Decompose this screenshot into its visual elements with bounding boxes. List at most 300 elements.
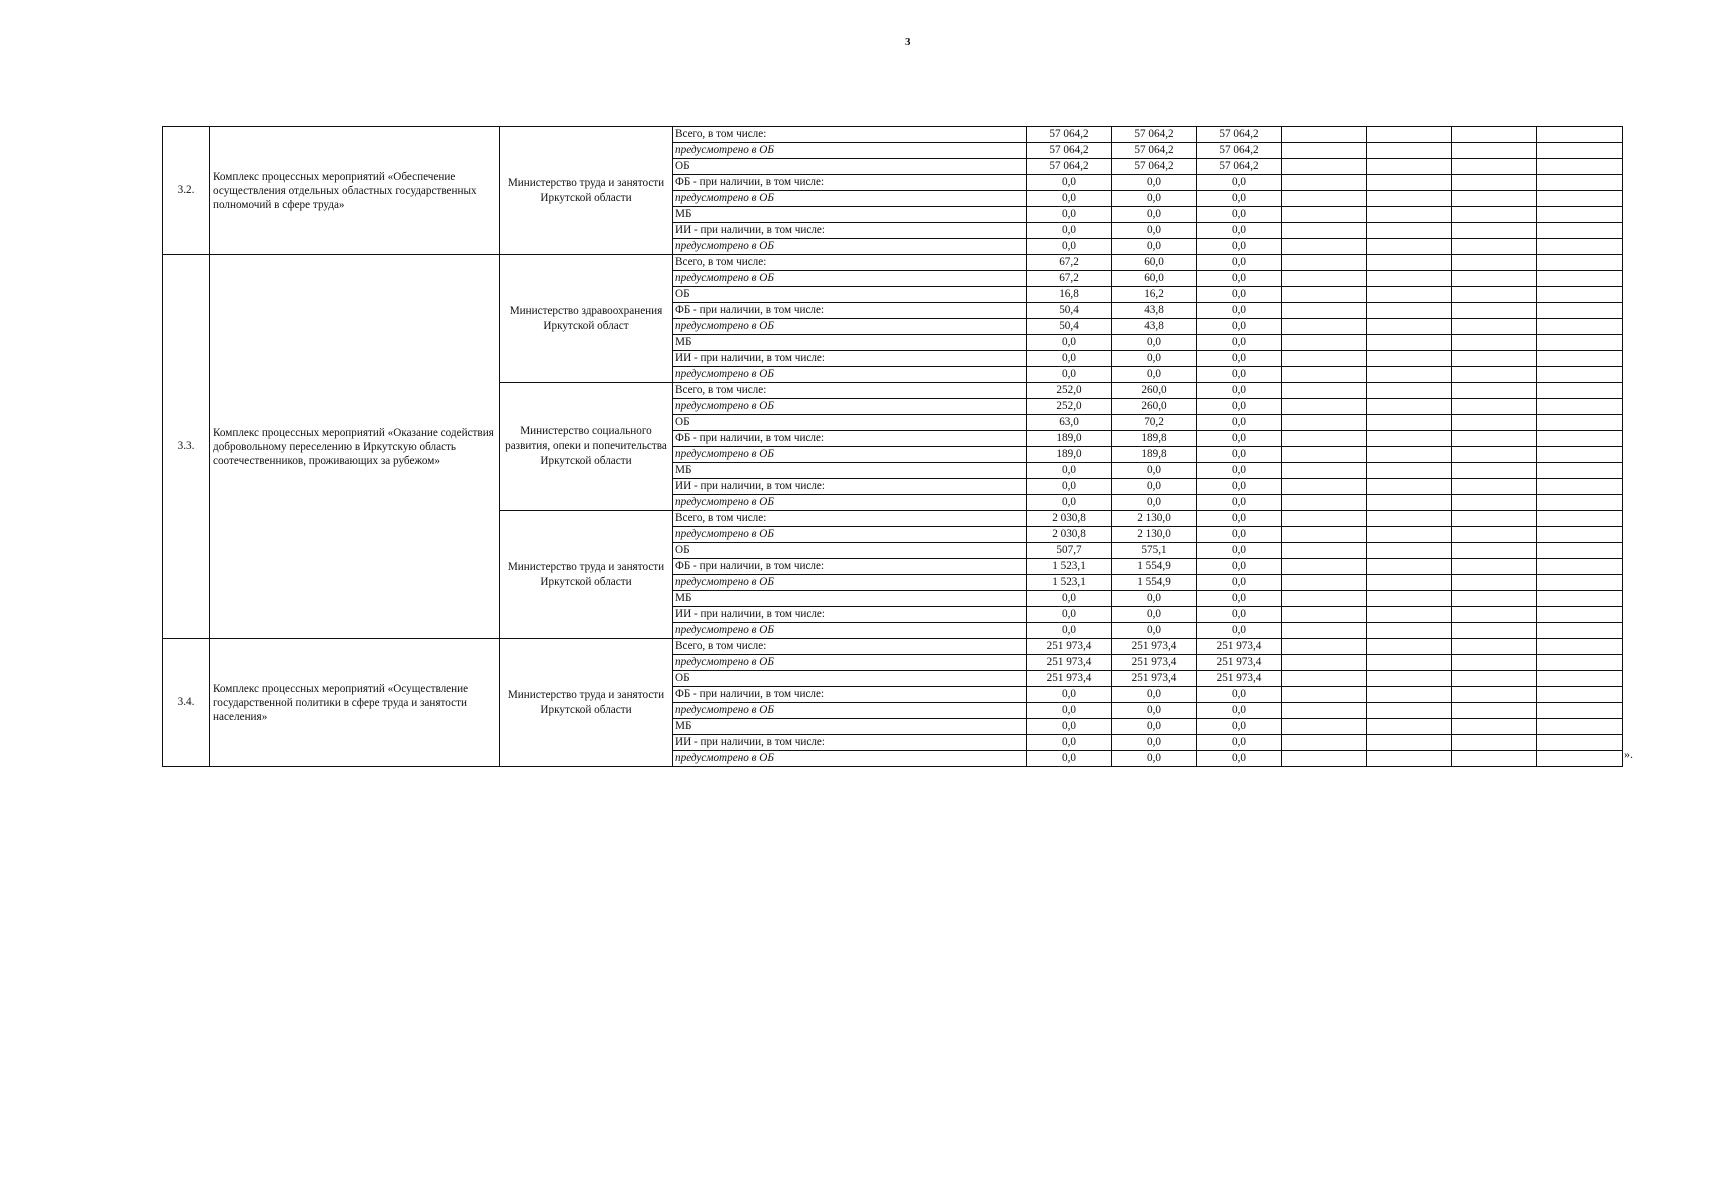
page-number: 3	[905, 36, 911, 48]
empty-cell	[1537, 655, 1623, 671]
empty-cell	[1537, 207, 1623, 223]
value-cell: 0,0	[1197, 511, 1282, 527]
empty-cell	[1537, 687, 1623, 703]
value-cell: 0,0	[1112, 751, 1197, 767]
funding-source-label: МБ	[673, 591, 1027, 607]
empty-cell	[1282, 303, 1367, 319]
funding-source-label: ИИ - при наличии, в том числе:	[673, 479, 1027, 495]
empty-cell	[1537, 303, 1623, 319]
empty-cell	[1452, 367, 1537, 383]
funding-source-label: Всего, в том числе:	[673, 255, 1027, 271]
value-cell: 251 973,4	[1112, 639, 1197, 655]
value-cell: 0,0	[1197, 607, 1282, 623]
funding-source-label: Всего, в том числе:	[673, 383, 1027, 399]
empty-cell	[1537, 431, 1623, 447]
empty-cell	[1537, 543, 1623, 559]
empty-cell	[1537, 399, 1623, 415]
value-cell: 252,0	[1027, 399, 1112, 415]
empty-cell	[1367, 719, 1452, 735]
empty-cell	[1537, 495, 1623, 511]
value-cell: 0,0	[1027, 367, 1112, 383]
empty-cell	[1282, 495, 1367, 511]
value-cell: 70,2	[1112, 415, 1197, 431]
value-cell: 0,0	[1197, 239, 1282, 255]
empty-cell	[1282, 607, 1367, 623]
empty-cell	[1537, 175, 1623, 191]
value-cell: 0,0	[1197, 223, 1282, 239]
value-cell: 2 130,0	[1112, 527, 1197, 543]
value-cell: 0,0	[1197, 383, 1282, 399]
empty-cell	[1282, 623, 1367, 639]
funding-source-label: ОБ	[673, 159, 1027, 175]
funding-source-label: ФБ - при наличии, в том числе:	[673, 687, 1027, 703]
funding-source-label: ОБ	[673, 287, 1027, 303]
value-cell: 43,8	[1112, 303, 1197, 319]
value-cell: 0,0	[1112, 207, 1197, 223]
empty-cell	[1367, 639, 1452, 655]
executor-name: Министерство труда и занятости Иркутской области	[500, 639, 673, 767]
empty-cell	[1452, 463, 1537, 479]
funding-source-label: ФБ - при наличии, в том числе:	[673, 559, 1027, 575]
value-cell: 0,0	[1027, 175, 1112, 191]
empty-cell	[1367, 223, 1452, 239]
empty-cell	[1282, 431, 1367, 447]
empty-cell	[1537, 607, 1623, 623]
empty-cell	[1537, 511, 1623, 527]
empty-cell	[1282, 511, 1367, 527]
empty-cell	[1282, 655, 1367, 671]
empty-cell	[1452, 751, 1537, 767]
value-cell: 251 973,4	[1027, 639, 1112, 655]
funding-source-label: предусмотрено в ОБ	[673, 239, 1027, 255]
empty-cell	[1367, 383, 1452, 399]
value-cell: 57 064,2	[1197, 143, 1282, 159]
empty-cell	[1367, 255, 1452, 271]
value-cell: 507,7	[1027, 543, 1112, 559]
empty-cell	[1282, 287, 1367, 303]
empty-cell	[1537, 383, 1623, 399]
value-cell: 2 030,8	[1027, 527, 1112, 543]
value-cell: 251 973,4	[1027, 671, 1112, 687]
funding-source-label: предусмотрено в ОБ	[673, 495, 1027, 511]
empty-cell	[1452, 399, 1537, 415]
value-cell: 63,0	[1027, 415, 1112, 431]
empty-cell	[1452, 319, 1537, 335]
value-cell: 0,0	[1197, 575, 1282, 591]
funding-source-label: предусмотрено в ОБ	[673, 575, 1027, 591]
empty-cell	[1367, 239, 1452, 255]
empty-cell	[1537, 719, 1623, 735]
empty-cell	[1367, 735, 1452, 751]
value-cell: 0,0	[1197, 271, 1282, 287]
empty-cell	[1367, 447, 1452, 463]
empty-cell	[1452, 607, 1537, 623]
value-cell: 0,0	[1197, 751, 1282, 767]
value-cell: 0,0	[1197, 447, 1282, 463]
empty-cell	[1282, 127, 1367, 143]
empty-cell	[1282, 751, 1367, 767]
executor-name: Министерство труда и занятости Иркутской области	[500, 511, 673, 639]
empty-cell	[1452, 591, 1537, 607]
value-cell: 0,0	[1197, 415, 1282, 431]
value-cell: 0,0	[1197, 559, 1282, 575]
value-cell: 0,0	[1112, 463, 1197, 479]
value-cell: 50,4	[1027, 303, 1112, 319]
funding-source-label: Всего, в том числе:	[673, 127, 1027, 143]
empty-cell	[1282, 319, 1367, 335]
value-cell: 0,0	[1027, 191, 1112, 207]
funding-source-label: МБ	[673, 335, 1027, 351]
empty-cell	[1452, 159, 1537, 175]
funding-source-label: ОБ	[673, 671, 1027, 687]
value-cell: 16,2	[1112, 287, 1197, 303]
table-row	[163, 255, 1623, 271]
value-cell: 0,0	[1112, 335, 1197, 351]
funding-source-label: предусмотрено в ОБ	[673, 319, 1027, 335]
funding-source-label: Всего, в том числе:	[673, 639, 1027, 655]
value-cell: 2 130,0	[1112, 511, 1197, 527]
empty-cell	[1537, 751, 1623, 767]
empty-cell	[1367, 591, 1452, 607]
empty-cell	[1282, 639, 1367, 655]
value-cell: 0,0	[1112, 223, 1197, 239]
value-cell: 260,0	[1112, 383, 1197, 399]
value-cell: 1 523,1	[1027, 559, 1112, 575]
empty-cell	[1367, 671, 1452, 687]
value-cell: 251 973,4	[1197, 671, 1282, 687]
empty-cell	[1452, 287, 1537, 303]
empty-cell	[1537, 415, 1623, 431]
empty-cell	[1367, 127, 1452, 143]
empty-cell	[1537, 255, 1623, 271]
empty-cell	[1367, 303, 1452, 319]
empty-cell	[1282, 207, 1367, 223]
value-cell: 0,0	[1197, 687, 1282, 703]
value-cell: 251 973,4	[1112, 655, 1197, 671]
empty-cell	[1367, 207, 1452, 223]
table-body	[163, 127, 1623, 767]
value-cell: 0,0	[1197, 703, 1282, 719]
value-cell: 0,0	[1197, 207, 1282, 223]
empty-cell	[1452, 687, 1537, 703]
empty-cell	[1367, 175, 1452, 191]
value-cell: 189,0	[1027, 431, 1112, 447]
empty-cell	[1282, 559, 1367, 575]
empty-cell	[1537, 127, 1623, 143]
value-cell: 251 973,4	[1027, 655, 1112, 671]
empty-cell	[1537, 351, 1623, 367]
value-cell: 43,8	[1112, 319, 1197, 335]
value-cell: 0,0	[1197, 543, 1282, 559]
empty-cell	[1452, 431, 1537, 447]
empty-cell	[1537, 575, 1623, 591]
value-cell: 0,0	[1197, 303, 1282, 319]
empty-cell	[1537, 703, 1623, 719]
value-cell: 0,0	[1112, 239, 1197, 255]
value-cell: 252,0	[1027, 383, 1112, 399]
activity-name: Комплекс процессных мероприятий «Оказание содействия добровольному переселению в Иркутскую область соотечественников, проживающих за рубежом»	[210, 255, 500, 639]
value-cell: 0,0	[1197, 335, 1282, 351]
empty-cell	[1537, 735, 1623, 751]
funding-source-label: ИИ - при наличии, в том числе:	[673, 351, 1027, 367]
empty-cell	[1452, 719, 1537, 735]
value-cell: 0,0	[1112, 175, 1197, 191]
empty-cell	[1452, 255, 1537, 271]
value-cell: 60,0	[1112, 255, 1197, 271]
empty-cell	[1367, 527, 1452, 543]
activity-name: Комплекс процессных мероприятий «Осуществление государственной политики в сфере труда и занятости населения»	[210, 639, 500, 767]
funding-source-label: ОБ	[673, 543, 1027, 559]
funding-source-label: ФБ - при наличии, в том числе:	[673, 431, 1027, 447]
executor-name: Министерство социального развития, опеки и попечительства Иркутской области	[500, 383, 673, 511]
empty-cell	[1282, 463, 1367, 479]
value-cell: 0,0	[1197, 287, 1282, 303]
value-cell: 0,0	[1027, 591, 1112, 607]
empty-cell	[1452, 447, 1537, 463]
empty-cell	[1282, 575, 1367, 591]
empty-cell	[1367, 543, 1452, 559]
value-cell: 0,0	[1197, 351, 1282, 367]
value-cell: 251 973,4	[1197, 639, 1282, 655]
value-cell: 57 064,2	[1027, 143, 1112, 159]
value-cell: 60,0	[1112, 271, 1197, 287]
empty-cell	[1452, 495, 1537, 511]
value-cell: 0,0	[1112, 351, 1197, 367]
funding-source-label: МБ	[673, 463, 1027, 479]
empty-cell	[1537, 479, 1623, 495]
funding-source-label: предусмотрено в ОБ	[673, 655, 1027, 671]
value-cell: 0,0	[1197, 191, 1282, 207]
activity-name: Комплекс процессных мероприятий «Обеспечение осуществления отдельных областных государственных полномочий в сфере труда»	[210, 127, 500, 255]
empty-cell	[1282, 543, 1367, 559]
value-cell: 0,0	[1197, 255, 1282, 271]
empty-cell	[1537, 159, 1623, 175]
value-cell: 0,0	[1197, 623, 1282, 639]
value-cell: 0,0	[1197, 399, 1282, 415]
value-cell: 0,0	[1112, 735, 1197, 751]
empty-cell	[1282, 351, 1367, 367]
empty-cell	[1452, 143, 1537, 159]
empty-cell	[1367, 367, 1452, 383]
empty-cell	[1452, 735, 1537, 751]
funding-source-label: предусмотрено в ОБ	[673, 191, 1027, 207]
empty-cell	[1537, 319, 1623, 335]
empty-cell	[1452, 175, 1537, 191]
value-cell: 0,0	[1197, 735, 1282, 751]
empty-cell	[1452, 527, 1537, 543]
funding-source-label: предусмотрено в ОБ	[673, 623, 1027, 639]
empty-cell	[1282, 335, 1367, 351]
funding-source-label: предусмотрено в ОБ	[673, 367, 1027, 383]
empty-cell	[1367, 623, 1452, 639]
budget-table	[162, 126, 1623, 767]
value-cell: 0,0	[1112, 191, 1197, 207]
empty-cell	[1367, 655, 1452, 671]
value-cell: 1 523,1	[1027, 575, 1112, 591]
empty-cell	[1537, 623, 1623, 639]
funding-source-label: ФБ - при наличии, в том числе:	[673, 303, 1027, 319]
value-cell: 189,8	[1112, 447, 1197, 463]
value-cell: 50,4	[1027, 319, 1112, 335]
value-cell: 0,0	[1197, 495, 1282, 511]
section-number: 3.2.	[163, 127, 210, 255]
value-cell: 0,0	[1027, 479, 1112, 495]
section-number: 3.4.	[163, 639, 210, 767]
value-cell: 0,0	[1027, 735, 1112, 751]
empty-cell	[1367, 143, 1452, 159]
value-cell: 67,2	[1027, 271, 1112, 287]
funding-source-label: ФБ - при наличии, в том числе:	[673, 175, 1027, 191]
empty-cell	[1537, 591, 1623, 607]
value-cell: 260,0	[1112, 399, 1197, 415]
value-cell: 16,8	[1027, 287, 1112, 303]
empty-cell	[1367, 495, 1452, 511]
value-cell: 0,0	[1112, 479, 1197, 495]
empty-cell	[1367, 559, 1452, 575]
value-cell: 0,0	[1112, 623, 1197, 639]
value-cell: 57 064,2	[1027, 159, 1112, 175]
value-cell: 0,0	[1027, 703, 1112, 719]
empty-cell	[1452, 383, 1537, 399]
value-cell: 1 554,9	[1112, 575, 1197, 591]
empty-cell	[1537, 671, 1623, 687]
executor-name: Министерство здравоохранения Иркутской област	[500, 255, 673, 383]
closing-quote-mark: ».	[1624, 747, 1633, 761]
empty-cell	[1452, 623, 1537, 639]
empty-cell	[1452, 415, 1537, 431]
empty-cell	[1282, 479, 1367, 495]
empty-cell	[1282, 271, 1367, 287]
empty-cell	[1367, 287, 1452, 303]
empty-cell	[1537, 239, 1623, 255]
empty-cell	[1367, 607, 1452, 623]
value-cell: 1 554,9	[1112, 559, 1197, 575]
empty-cell	[1367, 335, 1452, 351]
value-cell: 0,0	[1197, 591, 1282, 607]
empty-cell	[1452, 303, 1537, 319]
empty-cell	[1452, 351, 1537, 367]
empty-cell	[1282, 223, 1367, 239]
executor-name: Министерство труда и занятости Иркутской области	[500, 127, 673, 255]
empty-cell	[1282, 415, 1367, 431]
empty-cell	[1282, 591, 1367, 607]
value-cell: 0,0	[1197, 527, 1282, 543]
value-cell: 0,0	[1027, 607, 1112, 623]
funding-source-label: предусмотрено в ОБ	[673, 271, 1027, 287]
value-cell: 0,0	[1112, 607, 1197, 623]
empty-cell	[1282, 447, 1367, 463]
value-cell: 0,0	[1197, 319, 1282, 335]
value-cell: 0,0	[1197, 175, 1282, 191]
value-cell: 57 064,2	[1112, 159, 1197, 175]
empty-cell	[1367, 575, 1452, 591]
empty-cell	[1452, 239, 1537, 255]
value-cell: 0,0	[1027, 623, 1112, 639]
funding-source-label: ИИ - при наличии, в том числе:	[673, 607, 1027, 623]
empty-cell	[1452, 207, 1537, 223]
empty-cell	[1367, 319, 1452, 335]
empty-cell	[1452, 479, 1537, 495]
empty-cell	[1367, 479, 1452, 495]
empty-cell	[1367, 351, 1452, 367]
empty-cell	[1537, 447, 1623, 463]
value-cell: 57 064,2	[1027, 127, 1112, 143]
empty-cell	[1282, 703, 1367, 719]
table-row	[163, 127, 1623, 143]
empty-cell	[1282, 719, 1367, 735]
empty-cell	[1452, 671, 1537, 687]
funding-source-label: предусмотрено в ОБ	[673, 399, 1027, 415]
value-cell: 0,0	[1197, 431, 1282, 447]
value-cell: 0,0	[1197, 463, 1282, 479]
empty-cell	[1367, 431, 1452, 447]
funding-source-label: ИИ - при наличии, в том числе:	[673, 223, 1027, 239]
empty-cell	[1452, 191, 1537, 207]
value-cell: 0,0	[1112, 367, 1197, 383]
empty-cell	[1367, 463, 1452, 479]
value-cell: 0,0	[1027, 463, 1112, 479]
empty-cell	[1367, 159, 1452, 175]
funding-source-label: предусмотрено в ОБ	[673, 703, 1027, 719]
empty-cell	[1282, 399, 1367, 415]
value-cell: 0,0	[1027, 351, 1112, 367]
empty-cell	[1282, 175, 1367, 191]
empty-cell	[1282, 671, 1367, 687]
value-cell: 0,0	[1197, 367, 1282, 383]
value-cell: 0,0	[1112, 591, 1197, 607]
empty-cell	[1367, 415, 1452, 431]
empty-cell	[1452, 223, 1537, 239]
value-cell: 0,0	[1197, 719, 1282, 735]
empty-cell	[1452, 543, 1537, 559]
empty-cell	[1282, 527, 1367, 543]
empty-cell	[1282, 383, 1367, 399]
funding-source-label: ИИ - при наличии, в том числе:	[673, 735, 1027, 751]
empty-cell	[1537, 191, 1623, 207]
funding-source-label: МБ	[673, 719, 1027, 735]
empty-cell	[1282, 735, 1367, 751]
funding-source-label: МБ	[673, 207, 1027, 223]
empty-cell	[1282, 191, 1367, 207]
empty-cell	[1537, 367, 1623, 383]
empty-cell	[1452, 639, 1537, 655]
empty-cell	[1537, 271, 1623, 287]
value-cell: 0,0	[1197, 479, 1282, 495]
value-cell: 57 064,2	[1112, 143, 1197, 159]
empty-cell	[1282, 367, 1367, 383]
value-cell: 0,0	[1027, 239, 1112, 255]
value-cell: 0,0	[1027, 223, 1112, 239]
empty-cell	[1452, 511, 1537, 527]
empty-cell	[1282, 143, 1367, 159]
empty-cell	[1452, 271, 1537, 287]
empty-cell	[1537, 287, 1623, 303]
value-cell: 67,2	[1027, 255, 1112, 271]
empty-cell	[1452, 575, 1537, 591]
value-cell: 0,0	[1112, 495, 1197, 511]
empty-cell	[1367, 687, 1452, 703]
value-cell: 0,0	[1027, 719, 1112, 735]
funding-source-label: предусмотрено в ОБ	[673, 143, 1027, 159]
funding-source-label: предусмотрено в ОБ	[673, 527, 1027, 543]
empty-cell	[1452, 127, 1537, 143]
empty-cell	[1537, 335, 1623, 351]
empty-cell	[1537, 559, 1623, 575]
value-cell: 251 973,4	[1197, 655, 1282, 671]
value-cell: 189,0	[1027, 447, 1112, 463]
funding-source-label: предусмотрено в ОБ	[673, 751, 1027, 767]
empty-cell	[1537, 223, 1623, 239]
